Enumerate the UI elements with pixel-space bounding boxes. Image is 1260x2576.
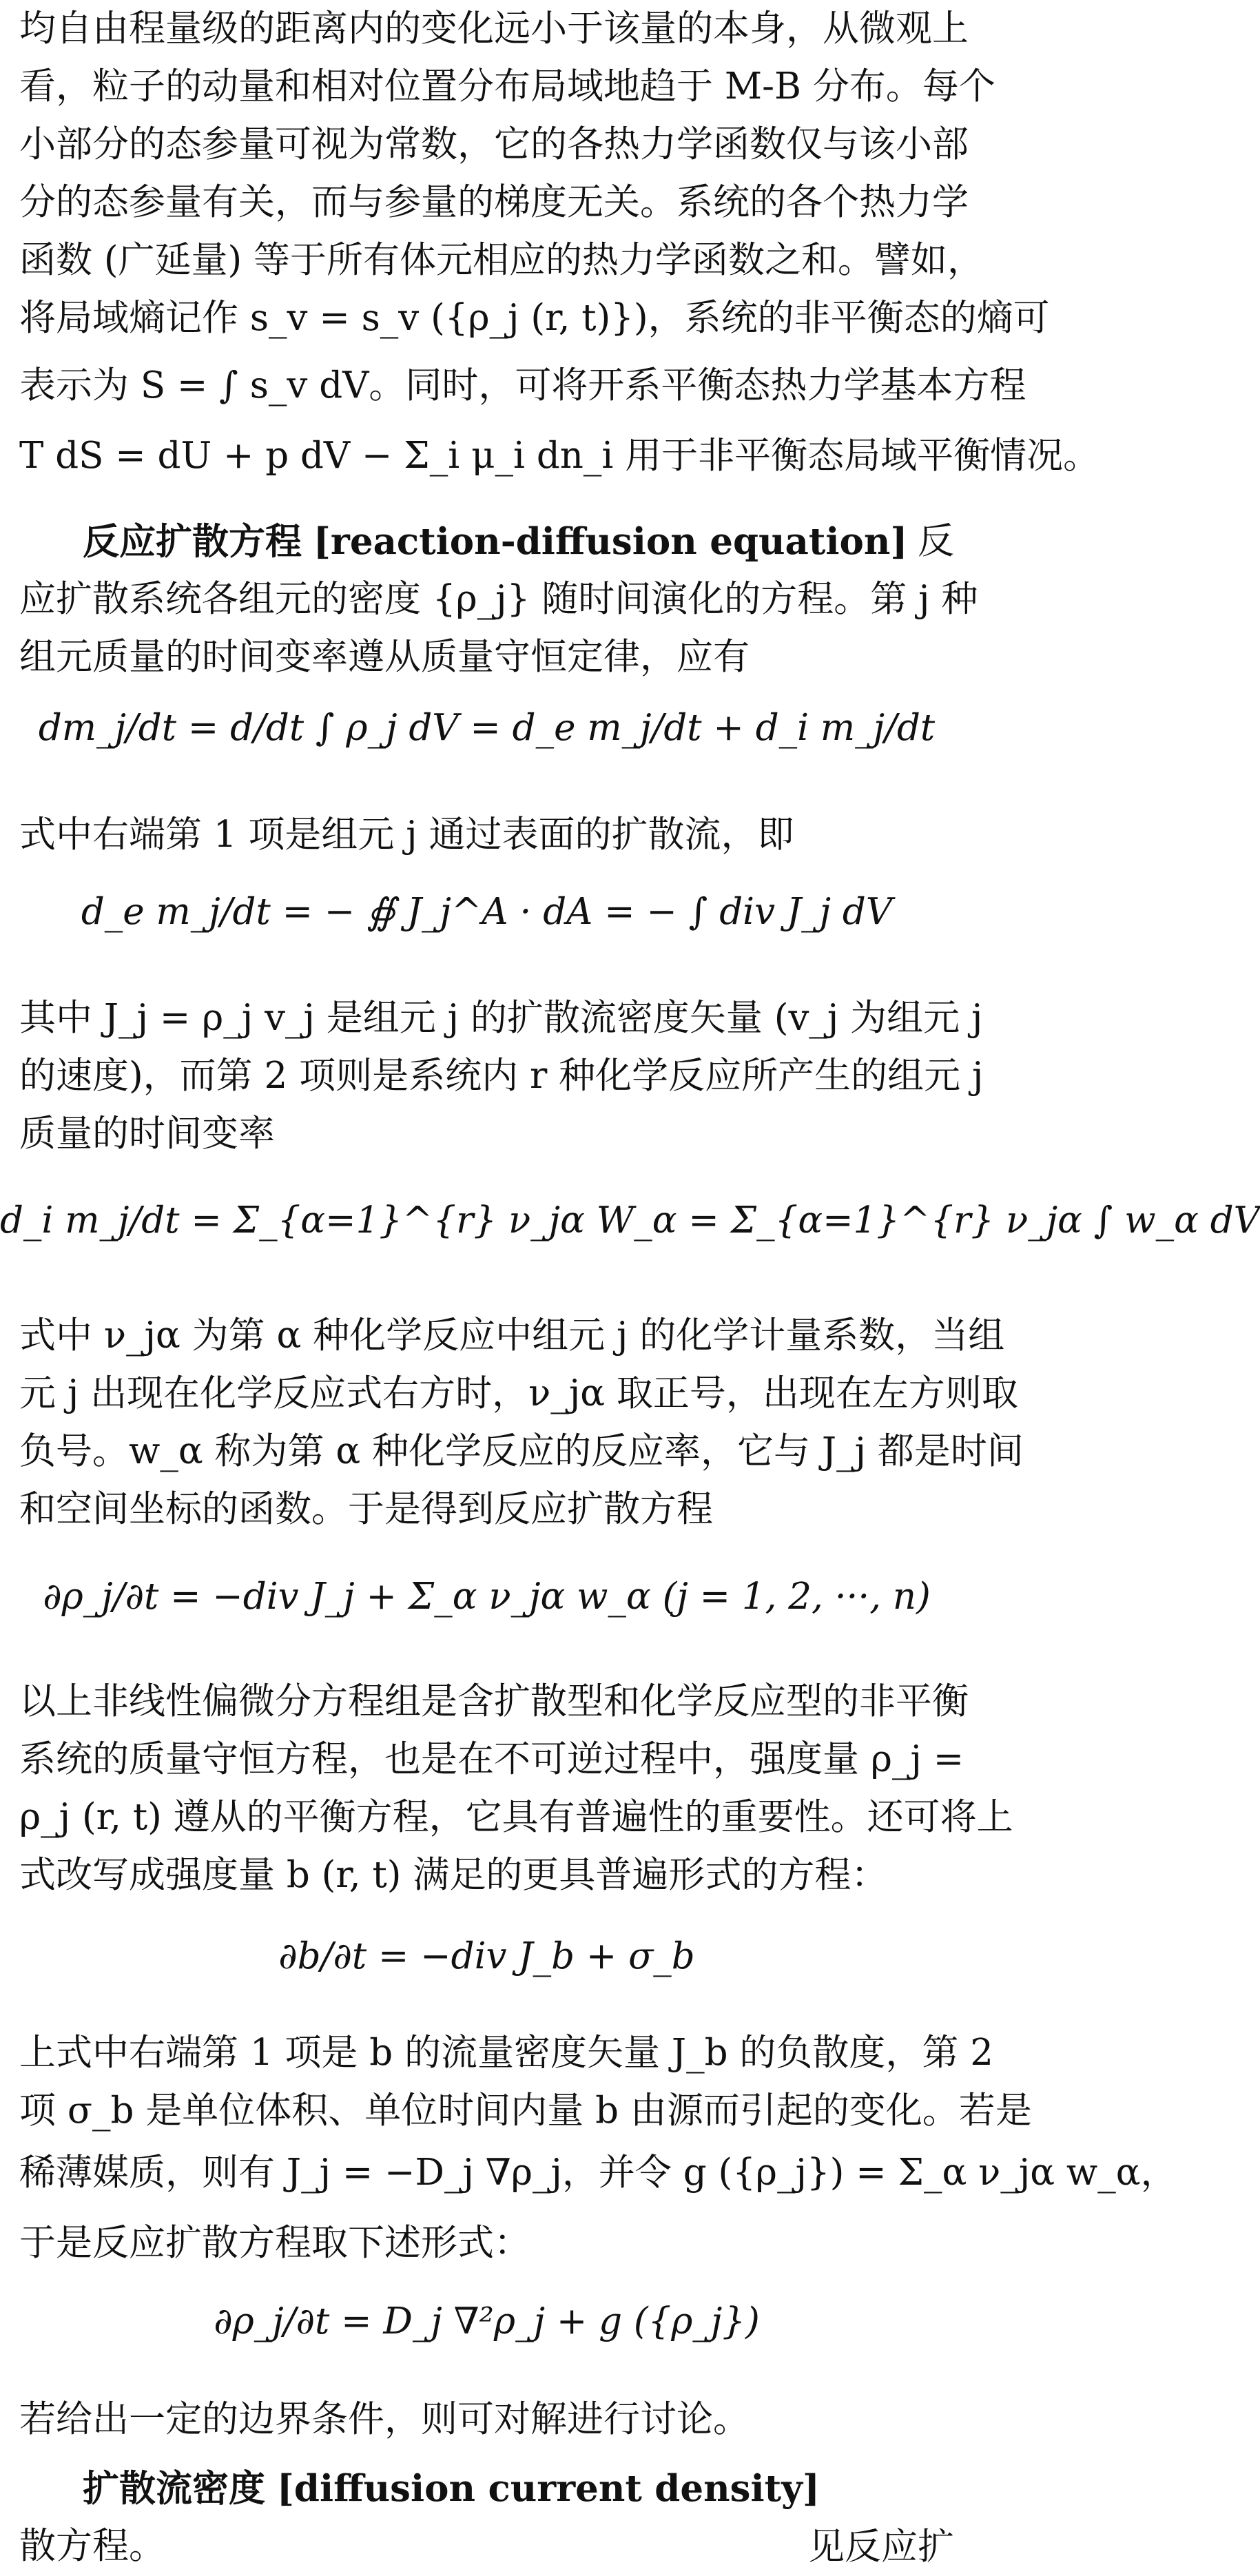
equation-dilute-medium: ∂ρ_j/∂t = D_j ∇²ρ_j + g ({ρ_j}) [214, 2300, 760, 2342]
equation-reaction-rate: d_i m_j/dt = Σ_{α=1}^{r} ν_jα W_α = Σ_{α=1}^{r} ν_jα ∫ w_α dV [0, 1199, 1260, 1241]
entry-term: 反应扩散方程 [83, 521, 302, 563]
text-line: 函数 (广延量) 等于所有体元相应的热力学函数之和。譬如， [19, 239, 984, 281]
text-line: 散方程。 [19, 2525, 165, 2567]
text-fragment: 反 [918, 520, 954, 562]
text-line: 项 σ_b 是单位体积、单位时间内量 b 由源而引起的变化。若是 [19, 2090, 1032, 2132]
text-line: 组元质量的时间变率遵从质量守恒定律，应有 [19, 636, 750, 678]
text-line: 系统的质量守恒方程，也是在不可逆过程中，强度量 ρ_j = [19, 1738, 964, 1780]
entry-term-en: [diffusion current density] [276, 2467, 820, 2510]
text-line: 其中 J_j = ρ_j v_j 是组元 j 的扩散流密度矢量 (v_j 为组元 j [19, 997, 983, 1039]
equation-reaction-diffusion: ∂ρ_j/∂t = −div J_j + Σ_α ν_jα w_α (j = 1, 2, ···, n) [43, 1576, 931, 1618]
text-line: 和空间坐标的函数。于是得到反应扩散方程 [19, 1488, 713, 1530]
entry-term: 扩散流密度 [83, 2468, 265, 2510]
text-line: 的速度)，而第 2 项则是系统内 r 种化学反应所产生的组元 j [19, 1055, 984, 1097]
text-line: 于是反应扩散方程取下述形式： [19, 2222, 530, 2264]
text-fragment: 见反应扩 [808, 2526, 954, 2568]
text-line: 将局域熵记作 s_v = s_v ({ρ_j (r, t)})，系统的非平衡态的熵可 [19, 297, 1050, 339]
text-line: 看，粒子的动量和相对位置分布局域地趋于 M-B 分布。每个 [19, 65, 995, 107]
equation-mass-rate: dm_j/dt = d/dt ∫ ρ_j dV = d_e m_j/dt + d_i m_j/dt [38, 707, 936, 749]
text-line: 均自由程量级的距离内的变化远小于该量的本身，从微观上 [19, 8, 969, 50]
text-line: 分的态参量有关，而与参量的梯度无关。系统的各个热力学 [19, 181, 969, 223]
text-line: 式中右端第 1 项是组元 j 通过表面的扩散流，即 [19, 814, 794, 856]
entry-term-en: [reaction-diffusion equation] [313, 520, 908, 563]
text-line: 以上非线性偏微分方程组是含扩散型和化学反应型的非平衡 [19, 1680, 969, 1722]
entry-header-reaction-diffusion [83, 513, 954, 570]
text-line: 应扩散系统各组元的密度 {ρ_j} 随时间演化的方程。第 j 种 [19, 578, 978, 620]
equation-surface-flux: d_e m_j/dt = − ∯ J_j^A · dA = − ∫ div J_j dV [81, 891, 893, 933]
text-line: 元 j 出现在化学反应式右方时，ν_jα 取正号，出现在左方则取 [19, 1372, 1018, 1414]
text-line: 小部分的态参量可视为常数，它的各热力学函数仅与该小部 [19, 123, 969, 165]
text-line: 式中 ν_jα 为第 α 种化学反应中组元 j 的化学计量系数，当组 [19, 1315, 1005, 1357]
text-line: 表示为 S = ∫ s_v dV。同时，可将开系平衡态热力学基本方程 [19, 364, 1026, 406]
text-line: 式改写成强度量 b (r, t) 满足的更具普遍形式的方程： [19, 1854, 888, 1896]
text-line: 质量的时间变率 [19, 1113, 275, 1155]
text-line: T dS = dU + p dV − Σ_i μ_i dn_i 用于非平衡态局域平衡情况。 [19, 435, 1100, 477]
text-line: ρ_j (r, t) 遵从的平衡方程，它具有普遍性的重要性。还可将上 [19, 1796, 1013, 1838]
text-line: 若给出一定的边界条件，则可对解进行讨论。 [19, 2398, 750, 2440]
equation-general-balance: ∂b/∂t = −div J_b + σ_b [278, 1935, 695, 1977]
text-line: 负号。w_α 称为第 α 种化学反应的反应率，它与 J_j 都是时间 [19, 1430, 1024, 1472]
text-line: 稀薄媒质，则有 J_j = −D_j ∇ρ_j，并令 g ({ρ_j}) = Σ_α ν_jα w_α， [19, 2152, 1177, 2194]
text-line: 上式中右端第 1 项是 b 的流量密度矢量 J_b 的负散度，第 2 [19, 2032, 993, 2074]
